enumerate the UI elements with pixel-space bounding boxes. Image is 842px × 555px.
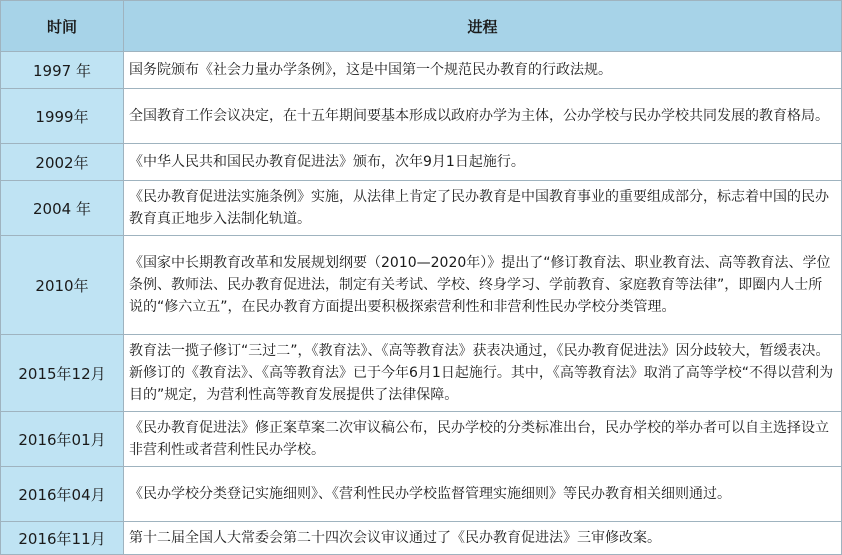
table-row xyxy=(1,467,842,522)
row-event: 《民办学校分类登记实施细则》、《营利性民办学校监督管理实施细则》等民办教育相关细则通过。 xyxy=(124,467,842,522)
table-row xyxy=(1,144,842,181)
row-year: 2010年 xyxy=(1,236,124,335)
header-progress: 进程 xyxy=(124,1,842,52)
row-event: 全国教育工作会议决定，在十五年期间要基本形成以政府办学为主体，公办学校与民办学校共同发展的教育格局。 xyxy=(124,89,842,144)
table-row xyxy=(1,522,842,555)
row-year: 1999年 xyxy=(1,89,124,144)
row-year: 2016年04月 xyxy=(1,467,124,522)
row-event: 《民办教育促进法》修正案草案二次审议稿公布，民办学校的分类标准出台，民办学校的举办者可以自主选择设立非营利性或者营利性民办学校。 xyxy=(124,412,842,467)
row-year: 2004 年 xyxy=(1,181,124,236)
row-year: 2002年 xyxy=(1,144,124,181)
row-year: 1997 年 xyxy=(1,52,124,89)
table-row xyxy=(1,89,842,144)
header-time: 时间 xyxy=(1,1,124,52)
table-header-row xyxy=(1,1,842,52)
row-year: 2016年01月 xyxy=(1,412,124,467)
row-event: 教育法一揽子修订“三过二”，《教育法》、《高等教育法》获表决通过，《民办教育促进法》因分歧较大，暂缓表决。新修订的《教育法》、《高等教育法》已于今年6月1日起施行。其中，《高等教育法》取消了高等学校“不得以营利为目的”规定，为营利性高等教育发展提供了法律保障。 xyxy=(124,335,842,412)
table-row xyxy=(1,412,842,467)
table-row xyxy=(1,335,842,412)
table-row xyxy=(1,181,842,236)
row-event: 国务院颁布《社会力量办学条例》，这是中国第一个规范民办教育的行政法规。 xyxy=(124,52,842,89)
row-year: 2016年11月 xyxy=(1,522,124,555)
row-event: 《民办教育促进法实施条例》实施，从法律上肯定了民办教育是中国教育事业的重要组成部分，标志着中国的民办教育真正地步入法制化轨道。 xyxy=(124,181,842,236)
table-row xyxy=(1,52,842,89)
row-event: 第十二届全国人大常委会第二十四次会议审议通过了《民办教育促进法》三审修改案。 xyxy=(124,522,842,555)
row-event: 《国家中长期教育改革和发展规划纲要（2010—2020年）》提出了“修订教育法、职业教育法、高等教育法、学位条例、教师法、民办教育促进法，制定有关考试、学校、终身学习、学前教育、家庭教育等法律”，即圈内人士所说的“修六立五”，在民办教育方面提出要积极探索营利性和非营利性民办学校分类管理。 xyxy=(124,236,842,335)
table-row xyxy=(1,236,842,335)
row-event: 《中华人民共和国民办教育促进法》颁布，次年9月1日起施行。 xyxy=(124,144,842,181)
row-year: 2015年12月 xyxy=(1,335,124,412)
